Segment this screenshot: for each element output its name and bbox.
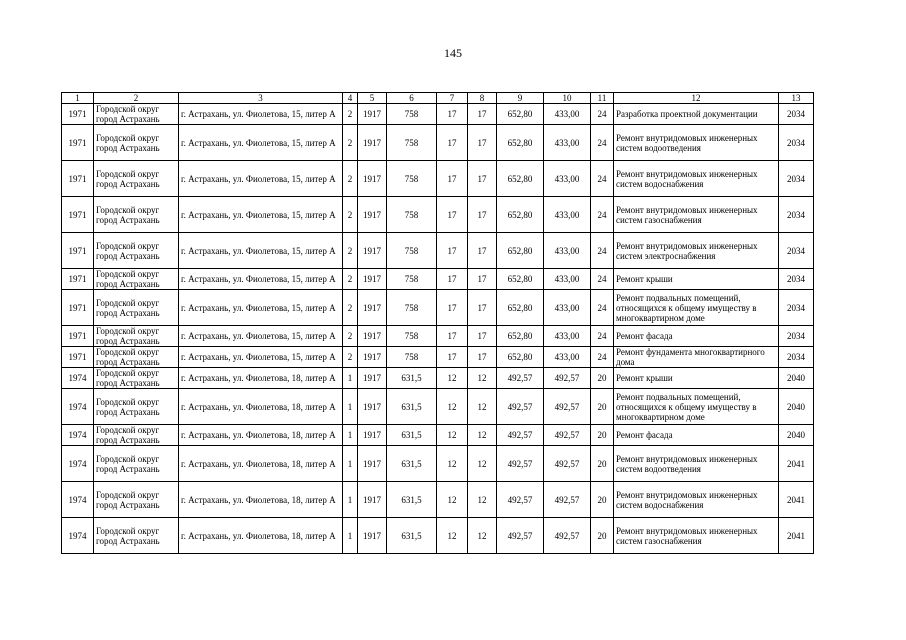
repair-schedule-table [61, 92, 814, 554]
apartments-cell: 12 [437, 482, 468, 518]
apartments-cell: 17 [437, 125, 468, 161]
planned-year-cell: 2034 [779, 233, 814, 269]
column-number-cell: 8 [468, 93, 497, 104]
living-area-cell: 652,80 [497, 197, 544, 233]
municipality-cell: Городской округ город Астрахань [94, 368, 179, 389]
living-area-cell: 652,80 [497, 233, 544, 269]
residential-units-cell: 17 [468, 347, 497, 368]
living-area-cell: 652,80 [497, 161, 544, 197]
living-area-cell: 652,80 [497, 269, 544, 290]
planned-year-cell: 2034 [779, 290, 814, 326]
residents-cell: 24 [591, 104, 614, 125]
residential-units-cell: 12 [468, 518, 497, 554]
page-number: 145 [444, 46, 462, 60]
planned-year-cell: 2034 [779, 347, 814, 368]
record-number-cell: 1974 [62, 389, 94, 425]
planned-year-cell: 2034 [779, 125, 814, 161]
table-row [62, 518, 814, 554]
residents-cell: 20 [591, 368, 614, 389]
work-type-cell: Ремонт подвальных помещений, относящихся к общему имуществу в многоквартирном доме [614, 389, 779, 425]
total-area-cell: 758 [387, 125, 437, 161]
address-cell: г. Астрахань, ул. Фиолетова, 18, литер А [179, 518, 343, 554]
planned-year-cell: 2034 [779, 161, 814, 197]
residential-units-cell: 17 [468, 161, 497, 197]
year-built-cell: 1917 [358, 104, 387, 125]
column-number-cell: 9 [497, 93, 544, 104]
year-built-cell: 1917 [358, 269, 387, 290]
record-number-cell: 1971 [62, 290, 94, 326]
planned-year-cell: 2041 [779, 482, 814, 518]
year-built-cell: 1917 [358, 446, 387, 482]
living-area-cell: 492,57 [497, 368, 544, 389]
apartments-cell: 12 [437, 389, 468, 425]
column-number-cell: 11 [591, 93, 614, 104]
planned-year-cell: 2041 [779, 518, 814, 554]
total-area-cell: 758 [387, 161, 437, 197]
address-cell: г. Астрахань, ул. Фиолетова, 18, литер А [179, 368, 343, 389]
residential-units-cell: 17 [468, 104, 497, 125]
residential-units-cell: 17 [468, 290, 497, 326]
table-row [62, 290, 814, 326]
private-area-cell: 492,57 [544, 389, 591, 425]
residents-cell: 24 [591, 197, 614, 233]
municipality-cell: Городской округ город Астрахань [94, 104, 179, 125]
address-cell: г. Астрахань, ул. Фиолетова, 15, литер А [179, 347, 343, 368]
municipality-cell: Городской округ город Астрахань [94, 197, 179, 233]
year-built-cell: 1917 [358, 368, 387, 389]
table-row [62, 389, 814, 425]
column-number-row [62, 93, 814, 104]
table-row [62, 425, 814, 446]
municipality-cell: Городской округ город Астрахань [94, 446, 179, 482]
residents-cell: 20 [591, 518, 614, 554]
planned-year-cell: 2034 [779, 269, 814, 290]
address-cell: г. Астрахань, ул. Фиолетова, 15, литер А [179, 233, 343, 269]
table-row [62, 233, 814, 269]
apartments-cell: 17 [437, 233, 468, 269]
column-number-cell: 6 [387, 93, 437, 104]
living-area-cell: 492,57 [497, 389, 544, 425]
address-cell: г. Астрахань, ул. Фиолетова, 18, литер А [179, 425, 343, 446]
private-area-cell: 433,00 [544, 326, 591, 347]
total-area-cell: 631,5 [387, 368, 437, 389]
living-area-cell: 492,57 [497, 446, 544, 482]
private-area-cell: 492,57 [544, 368, 591, 389]
residential-units-cell: 12 [468, 368, 497, 389]
private-area-cell: 433,00 [544, 197, 591, 233]
table-row [62, 104, 814, 125]
private-area-cell: 433,00 [544, 269, 591, 290]
record-number-cell: 1974 [62, 482, 94, 518]
planned-year-cell: 2040 [779, 425, 814, 446]
apartments-cell: 17 [437, 161, 468, 197]
living-area-cell: 652,80 [497, 290, 544, 326]
year-built-cell: 1917 [358, 290, 387, 326]
total-area-cell: 758 [387, 233, 437, 269]
residential-units-cell: 17 [468, 326, 497, 347]
work-type-cell: Ремонт крыши [614, 368, 779, 389]
floors-cell: 1 [343, 446, 358, 482]
apartments-cell: 12 [437, 368, 468, 389]
record-number-cell: 1971 [62, 125, 94, 161]
residents-cell: 20 [591, 425, 614, 446]
work-type-cell: Ремонт внутридомовых инженерных систем водоотведения [614, 446, 779, 482]
apartments-cell: 17 [437, 104, 468, 125]
year-built-cell: 1917 [358, 326, 387, 347]
column-number-cell: 12 [614, 93, 779, 104]
total-area-cell: 758 [387, 290, 437, 326]
work-type-cell: Ремонт внутридомовых инженерных систем водоотведения [614, 125, 779, 161]
work-type-cell: Ремонт крыши [614, 269, 779, 290]
year-built-cell: 1917 [358, 482, 387, 518]
record-number-cell: 1974 [62, 425, 94, 446]
private-area-cell: 433,00 [544, 347, 591, 368]
private-area-cell: 433,00 [544, 290, 591, 326]
table-row [62, 125, 814, 161]
table-row [62, 197, 814, 233]
floors-cell: 2 [343, 326, 358, 347]
apartments-cell: 12 [437, 518, 468, 554]
work-type-cell: Ремонт внутридомовых инженерных систем водоснабжения [614, 482, 779, 518]
total-area-cell: 758 [387, 269, 437, 290]
residential-units-cell: 17 [468, 269, 497, 290]
apartments-cell: 17 [437, 290, 468, 326]
address-cell: г. Астрахань, ул. Фиолетова, 18, литер А [179, 446, 343, 482]
floors-cell: 2 [343, 347, 358, 368]
year-built-cell: 1917 [358, 197, 387, 233]
record-number-cell: 1971 [62, 347, 94, 368]
floors-cell: 1 [343, 482, 358, 518]
work-type-cell: Ремонт фасада [614, 425, 779, 446]
total-area-cell: 631,5 [387, 389, 437, 425]
planned-year-cell: 2040 [779, 368, 814, 389]
floors-cell: 2 [343, 125, 358, 161]
private-area-cell: 492,57 [544, 482, 591, 518]
table-row [62, 269, 814, 290]
floors-cell: 2 [343, 197, 358, 233]
apartments-cell: 17 [437, 269, 468, 290]
private-area-cell: 492,57 [544, 518, 591, 554]
residential-units-cell: 12 [468, 389, 497, 425]
private-area-cell: 433,00 [544, 125, 591, 161]
address-cell: г. Астрахань, ул. Фиолетова, 15, литер А [179, 290, 343, 326]
column-number-cell: 13 [779, 93, 814, 104]
planned-year-cell: 2034 [779, 104, 814, 125]
year-built-cell: 1917 [358, 518, 387, 554]
total-area-cell: 758 [387, 326, 437, 347]
work-type-cell: Ремонт внутридомовых инженерных систем водоснабжения [614, 161, 779, 197]
total-area-cell: 631,5 [387, 482, 437, 518]
table-row [62, 482, 814, 518]
column-number-cell: 4 [343, 93, 358, 104]
floors-cell: 1 [343, 518, 358, 554]
floors-cell: 2 [343, 290, 358, 326]
residents-cell: 20 [591, 389, 614, 425]
address-cell: г. Астрахань, ул. Фиолетова, 15, литер А [179, 197, 343, 233]
work-type-cell: Ремонт внутридомовых инженерных систем электроснабжения [614, 233, 779, 269]
municipality-cell: Городской округ город Астрахань [94, 347, 179, 368]
record-number-cell: 1971 [62, 269, 94, 290]
residents-cell: 24 [591, 233, 614, 269]
year-built-cell: 1917 [358, 425, 387, 446]
record-number-cell: 1971 [62, 326, 94, 347]
table-row [62, 326, 814, 347]
living-area-cell: 652,80 [497, 104, 544, 125]
private-area-cell: 433,00 [544, 104, 591, 125]
municipality-cell: Городской округ город Астрахань [94, 482, 179, 518]
apartments-cell: 12 [437, 446, 468, 482]
living-area-cell: 492,57 [497, 482, 544, 518]
private-area-cell: 492,57 [544, 425, 591, 446]
municipality-cell: Городской округ город Астрахань [94, 326, 179, 347]
residents-cell: 24 [591, 326, 614, 347]
table-row [62, 347, 814, 368]
year-built-cell: 1917 [358, 389, 387, 425]
residential-units-cell: 12 [468, 425, 497, 446]
planned-year-cell: 2034 [779, 197, 814, 233]
floors-cell: 2 [343, 233, 358, 269]
column-number-cell: 2 [94, 93, 179, 104]
municipality-cell: Городской округ город Астрахань [94, 518, 179, 554]
planned-year-cell: 2040 [779, 389, 814, 425]
record-number-cell: 1971 [62, 197, 94, 233]
work-type-cell: Ремонт внутридомовых инженерных систем газоснабжения [614, 197, 779, 233]
address-cell: г. Астрахань, ул. Фиолетова, 15, литер А [179, 161, 343, 197]
floors-cell: 2 [343, 104, 358, 125]
residents-cell: 24 [591, 347, 614, 368]
residents-cell: 20 [591, 482, 614, 518]
floors-cell: 1 [343, 368, 358, 389]
residential-units-cell: 17 [468, 125, 497, 161]
record-number-cell: 1971 [62, 233, 94, 269]
residential-units-cell: 17 [468, 233, 497, 269]
table-row [62, 446, 814, 482]
column-number-cell: 3 [179, 93, 343, 104]
year-built-cell: 1917 [358, 347, 387, 368]
residents-cell: 24 [591, 269, 614, 290]
municipality-cell: Городской округ город Астрахань [94, 290, 179, 326]
address-cell: г. Астрахань, ул. Фиолетова, 15, литер А [179, 269, 343, 290]
residents-cell: 24 [591, 125, 614, 161]
record-number-cell: 1974 [62, 368, 94, 389]
private-area-cell: 433,00 [544, 161, 591, 197]
living-area-cell: 492,57 [497, 425, 544, 446]
floors-cell: 2 [343, 161, 358, 197]
total-area-cell: 631,5 [387, 518, 437, 554]
floors-cell: 1 [343, 425, 358, 446]
residential-units-cell: 17 [468, 197, 497, 233]
record-number-cell: 1971 [62, 161, 94, 197]
year-built-cell: 1917 [358, 161, 387, 197]
total-area-cell: 758 [387, 104, 437, 125]
total-area-cell: 758 [387, 347, 437, 368]
floors-cell: 1 [343, 389, 358, 425]
planned-year-cell: 2034 [779, 326, 814, 347]
record-number-cell: 1974 [62, 446, 94, 482]
total-area-cell: 631,5 [387, 425, 437, 446]
residential-units-cell: 12 [468, 446, 497, 482]
table-row [62, 368, 814, 389]
year-built-cell: 1917 [358, 125, 387, 161]
apartments-cell: 12 [437, 425, 468, 446]
municipality-cell: Городской округ город Астрахань [94, 125, 179, 161]
record-number-cell: 1971 [62, 104, 94, 125]
column-number-cell: 5 [358, 93, 387, 104]
address-cell: г. Астрахань, ул. Фиолетова, 15, литер А [179, 104, 343, 125]
address-cell: г. Астрахань, ул. Фиолетова, 18, литер А [179, 389, 343, 425]
total-area-cell: 631,5 [387, 446, 437, 482]
municipality-cell: Городской округ город Астрахань [94, 161, 179, 197]
living-area-cell: 652,80 [497, 326, 544, 347]
address-cell: г. Астрахань, ул. Фиолетова, 15, литер А [179, 326, 343, 347]
address-cell: г. Астрахань, ул. Фиолетова, 15, литер А [179, 125, 343, 161]
total-area-cell: 758 [387, 197, 437, 233]
municipality-cell: Городской округ город Астрахань [94, 425, 179, 446]
year-built-cell: 1917 [358, 233, 387, 269]
work-type-cell: Ремонт фасада [614, 326, 779, 347]
municipality-cell: Городской округ город Астрахань [94, 389, 179, 425]
municipality-cell: Городской округ город Астрахань [94, 269, 179, 290]
apartments-cell: 17 [437, 347, 468, 368]
work-type-cell: Разработка проектной документации [614, 104, 779, 125]
address-cell: г. Астрахань, ул. Фиолетова, 18, литер А [179, 482, 343, 518]
work-type-cell: Ремонт внутридомовых инженерных систем газоснабжения [614, 518, 779, 554]
private-area-cell: 492,57 [544, 446, 591, 482]
apartments-cell: 17 [437, 326, 468, 347]
column-number-cell: 10 [544, 93, 591, 104]
planned-year-cell: 2041 [779, 446, 814, 482]
record-number-cell: 1974 [62, 518, 94, 554]
residents-cell: 20 [591, 446, 614, 482]
column-number-cell: 1 [62, 93, 94, 104]
living-area-cell: 652,80 [497, 125, 544, 161]
apartments-cell: 17 [437, 197, 468, 233]
residents-cell: 24 [591, 290, 614, 326]
work-type-cell: Ремонт фундамента многоквартирного дома [614, 347, 779, 368]
work-type-cell: Ремонт подвальных помещений, относящихся к общему имуществу в многоквартирном доме [614, 290, 779, 326]
private-area-cell: 433,00 [544, 233, 591, 269]
residential-units-cell: 12 [468, 482, 497, 518]
residents-cell: 24 [591, 161, 614, 197]
floors-cell: 2 [343, 269, 358, 290]
column-number-cell: 7 [437, 93, 468, 104]
municipality-cell: Городской округ город Астрахань [94, 233, 179, 269]
living-area-cell: 652,80 [497, 347, 544, 368]
living-area-cell: 492,57 [497, 518, 544, 554]
table-row [62, 161, 814, 197]
